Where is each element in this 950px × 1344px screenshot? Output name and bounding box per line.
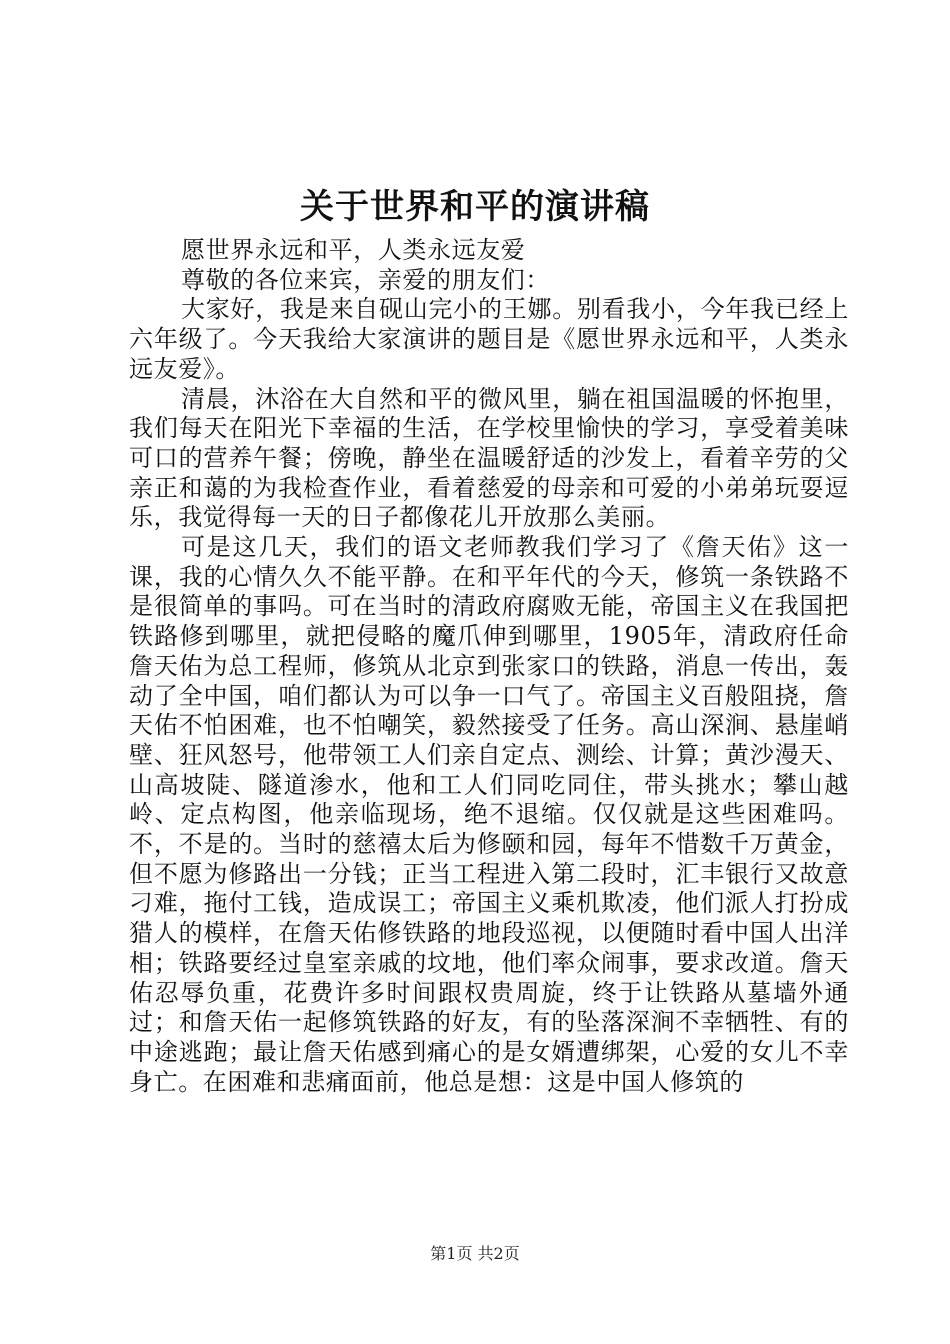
paragraph-introduction: 大家好，我是来自砚山完小的王娜。别看我小，今年我已经上六年级了。今天我给大家演讲的题目是《愿世界永远和平，人类永远友爱》。 xyxy=(129,295,849,383)
paragraph-greeting: 尊敬的各位来宾，亲爱的朋友们： xyxy=(181,265,550,294)
document-body xyxy=(129,236,849,1097)
document-title: 关于世界和平的演讲稿 xyxy=(300,187,650,227)
paragraph-morning: 清晨，沐浴在大自然和平的微风里，躺在祖国温暖的怀抱里，我们每天在阳光下幸福的生活，在学校里愉快的学习，享受着美味可口的营养午餐；傍晚，静坐在温暖舒适的沙发上，看着辛劳的父亲正和蔼的为我检查作业，看着慈爱的母亲和可爱的小弟弟玩耍逗乐，我觉得每一天的日子都像花儿开放那么美丽。 xyxy=(129,384,849,532)
paragraph-zhan-tianyou: 可是这几天，我们的语文老师教我们学习了《詹天佑》这一课，我的心情久久不能平静。在和平年代的今天，修筑一条铁路不是很简单的事吗。可在当时的清政府腐败无能，帝国主义在我国把铁路修到哪里，就把侵略的魔爪伸到哪里，1905年，清政府任命詹天佑为总工程师，修筑从北京到张家口的铁路，消息一传出，轰动了全中国，咱们都认为可以争一口气了。帝国主义百般阻挠，詹天佑不怕困难，也不怕嘲笑，毅然接受了任务。高山深涧、悬崖峭壁、狂风怒号，他带领工人们亲自定点、测绘、计算；黄沙漫天、山高坡陡、隧道渗水，他和工人们同吃同住，带头挑水；攀山越岭、定点构图，他亲临现场，绝不退缩。仅仅就是这些困难吗。不，不是的。当时的慈禧太后为修颐和园，每年不惜数千万黄金，但不愿为修路出一分钱；正当工程进入第二段时，汇丰银行又故意刁难，拖付工钱，造成误工；帝国主义乘机欺凌，他们派人打扮成猎人的模样，在詹天佑修铁路的地段巡视，以便随时看中国人出洋相；铁路要经过皇室亲戚的坟地，他们率众闹事，要求改道。詹天佑忍辱负重，花费许多时间跟权贵周旋，终于让铁路从墓墙外通过；和詹天佑一起修筑铁路的好友，有的坠落深涧不幸牺牲、有的中途逃跑；最让詹天佑感到痛心的是女婿遭绑架，心爱的女儿不幸身亡。在困难和悲痛面前，他总是想：这是中国人修筑的 xyxy=(129,533,849,1096)
page-footer: 第1页 共2页 xyxy=(430,1244,520,1263)
paragraph-motto: 愿世界永远和平，人类永远友爱 xyxy=(181,236,526,264)
